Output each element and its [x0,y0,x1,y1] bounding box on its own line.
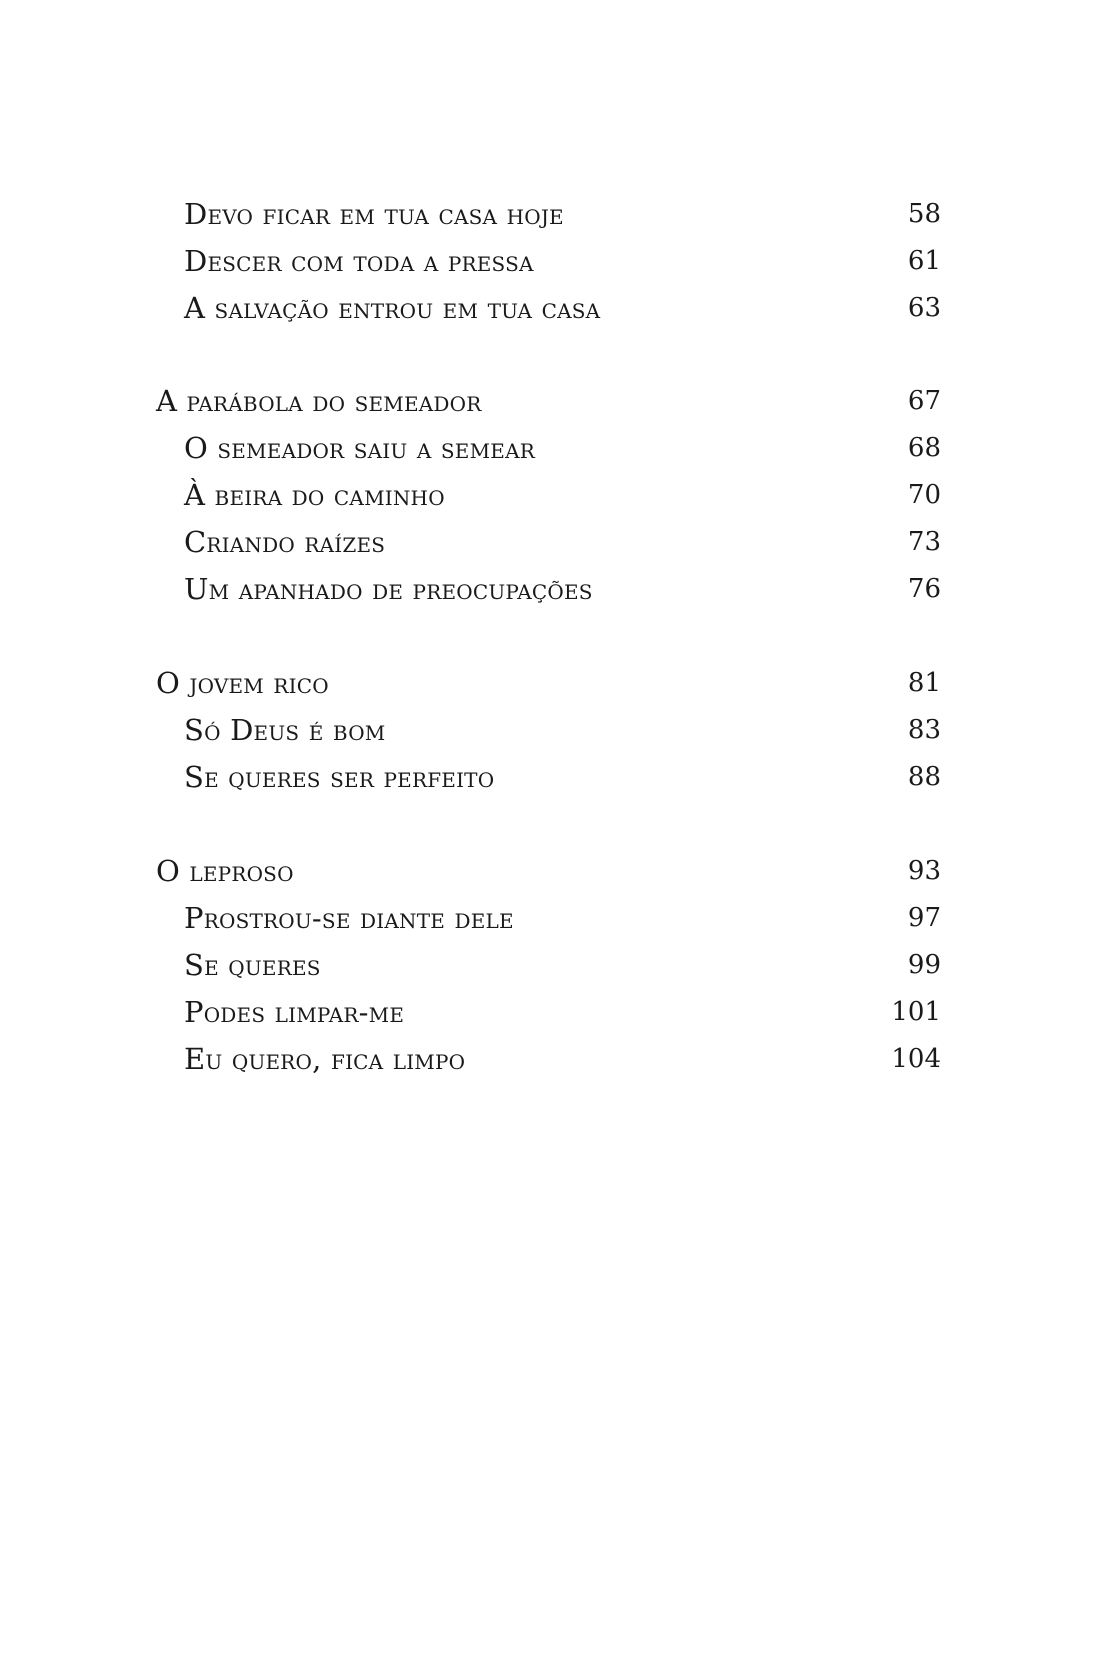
toc-entry-title: Criando raízes [184,525,386,559]
toc-entry-title: A salvação entrou em tua casa [184,291,601,325]
toc-entry-page: 97 [907,903,941,933]
toc-entry [0,1036,1103,1083]
toc-entry-title: Um apanhado de preocupações [184,572,593,606]
toc-entry-page: 68 [907,433,941,463]
toc-entry-title: Eu quero, fica limpo [184,1042,466,1076]
toc-chapter-heading [0,378,1103,425]
toc-entry [0,238,1103,285]
toc-entry-title: À beira do caminho [184,478,445,512]
toc-entry [0,425,1103,472]
toc-entry-title: Descer com toda a pressa [184,244,534,278]
toc-entry [0,895,1103,942]
toc-entry-page: 76 [907,574,941,604]
toc-entry-title: Se queres ser perfeito [184,760,495,794]
toc-entry [0,942,1103,989]
toc-entry-title: Prostrou-se diante dele [184,901,514,935]
toc-chapter-page: 67 [907,386,941,416]
toc-chapter-heading [0,848,1103,895]
toc-section-leproso [0,848,1103,1083]
toc-entry-page: 99 [907,950,941,980]
toc-section-jovem-rico [0,660,1103,801]
toc-entry-page: 101 [891,997,941,1027]
toc-chapter-title: A parábola do semeador [156,384,482,418]
toc-chapter-title: O jovem rico [156,666,329,700]
toc-section-continued [0,191,1103,332]
toc-entry-title: Se queres [184,948,321,982]
toc-chapter-heading [0,660,1103,707]
toc-entry [0,191,1103,238]
toc-section-parabola-semeador [0,378,1103,613]
toc-entry-page: 104 [891,1044,941,1074]
toc-entry [0,707,1103,754]
toc-entry-title: Devo ficar em tua casa hoje [184,197,564,231]
toc-entry-title: O semeador saiu a semear [184,431,535,465]
toc-entry [0,472,1103,519]
toc-entry [0,989,1103,1036]
toc-entry [0,285,1103,332]
toc-chapter-page: 81 [907,668,941,698]
toc-entry-page: 70 [907,480,941,510]
toc-entry [0,566,1103,613]
toc-entry-page: 63 [907,293,941,323]
toc-entry-page: 83 [907,715,941,745]
toc-entry-title: Só Deus é bom [184,713,386,747]
toc-entry-page: 58 [907,199,941,229]
toc-entry-page: 73 [907,527,941,557]
toc-entry-page: 61 [907,246,941,276]
toc-entry [0,754,1103,801]
toc-entry-page: 88 [907,762,941,792]
toc-entry [0,519,1103,566]
toc-chapter-page: 93 [907,856,941,886]
toc-entry-title: Podes limpar-me [184,995,405,1029]
toc-chapter-title: O leproso [156,854,294,888]
